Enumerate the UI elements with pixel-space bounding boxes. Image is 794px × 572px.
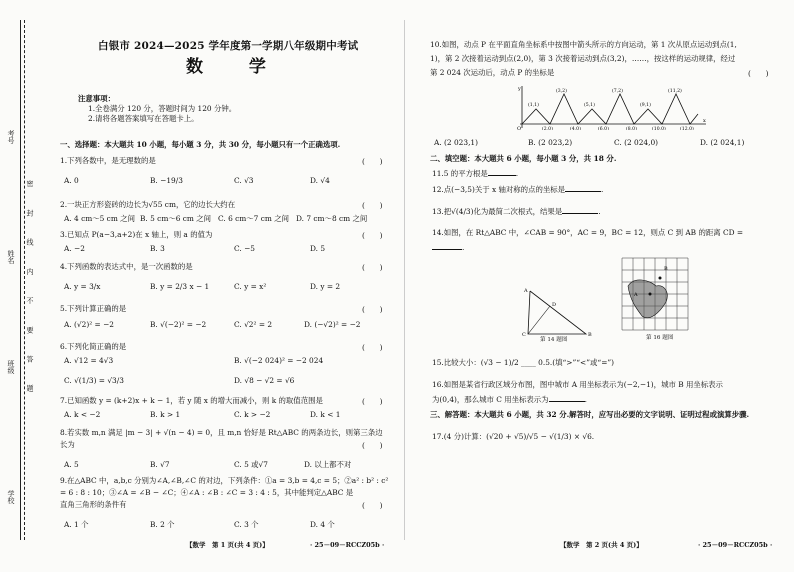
q9-option-d: D. 4 个: [310, 520, 335, 529]
q2-option-c: C. 6 cm～7 cm 之间: [218, 214, 290, 223]
answer-paren-4: ( ): [362, 263, 383, 272]
q3-option-c: C. −5: [234, 244, 255, 253]
q8-option-c: C. 5 或√7: [234, 460, 268, 469]
question-3: 3.已知点 P(a−3,a+2)在 x 轴上，则 a 的值为: [60, 230, 213, 239]
question-16-line-2-text: 为(0,4)，那么城市 C 用坐标表示为: [432, 395, 549, 404]
notes-title: 注意事项：: [78, 94, 115, 103]
school-label: 学校: [7, 490, 15, 504]
page-1-footer-left: 【数学 第 1 页(共 4 页)】: [186, 541, 269, 549]
q2-option-a: A. 4 cm～5 cm 之间: [64, 214, 135, 223]
graph-point-5-1: (5,1): [584, 103, 595, 108]
fig14-label-d: D: [552, 302, 557, 308]
graph-point-8-0: (8,0): [626, 127, 637, 130]
page-1-footer-right: · 25－09－RCCZ05b ·: [310, 541, 385, 549]
question-9-line-2: = 6 : 8 : 10；③∠A = ∠B − ∠C；④∠A : ∠B : ∠C = 3 : 4 : 5，其中能判定△ABC 是: [60, 488, 354, 497]
q6-option-c: C. √(1/3) = √3/3: [64, 376, 124, 385]
graph-point-3-2: (3,2): [556, 89, 567, 94]
q9-option-c: C. 3 个: [234, 520, 259, 529]
graph-point-12-0: (12,0): [680, 127, 694, 130]
section-2-heading: 二、填空题：本大题共 6 小题，每小题 3 分，共 18 分.: [430, 154, 617, 163]
question-16-line-2: 为(0,4)，那么城市 C 用坐标表示为 .: [432, 395, 587, 404]
answer-paren-1: ( ): [362, 157, 383, 166]
answer-paren-10: ( ): [748, 69, 769, 78]
q7-option-d: D. k < 1: [310, 410, 341, 419]
graph-point-2-0: (2,0): [542, 127, 553, 130]
q4-option-c: C. y = x²: [234, 282, 267, 291]
question-14-line-1: 14.如图，在 Rt△ABC 中，∠CAB = 90°，AC = 9，BC = 12，则点 C 到 AB 的距离 CD =: [432, 228, 744, 237]
answer-paren-8: ( ): [362, 441, 383, 450]
question-12: 12.点(−3,5)关于 x 轴对称的点的坐标是 .: [432, 185, 604, 194]
note-2: 2.请将各题答案填写在答题卡上。: [88, 114, 199, 123]
q3-option-b: B. 3: [150, 244, 165, 253]
q9-option-a: A. 1 个: [64, 520, 89, 529]
motion-path-graph: [510, 84, 710, 130]
question-16-line-1: 16.如图是某省行政区域分布图，图中城市 A 用坐标表示为(−2,−1)，城市 B 用坐标表示: [432, 380, 723, 389]
note-1: 1.全卷满分 120 分，答题时间为 120 分钟。: [88, 104, 237, 113]
question-11-text: 11.5 的平方根是: [432, 169, 488, 178]
q5-option-d: D. (−√2)² = −2: [304, 320, 361, 329]
graph-point-7-2: (7,2): [612, 89, 623, 94]
q6-option-d: D. √8 − √2 = √6: [234, 376, 295, 385]
q10-option-b: B. (2 023,2): [528, 138, 573, 147]
graph-point-6-0: (6,0): [598, 127, 609, 130]
question-8-line-2: 长为: [60, 440, 75, 449]
question-10-line-3: 第 2 024 次运动后，动点 P 的坐标是: [430, 68, 555, 77]
question-8-line-1: 8.若实数 m,n 满足 |m − 3| + √(n − 4) = 0，且 m,n 恰好是 Rt△ABC 的两条边长，则第三条边: [60, 428, 383, 437]
q10-option-d: D. (2 024,1): [700, 138, 745, 147]
q6-option-a: A. √12 = 4√3: [64, 356, 114, 365]
answer-paren-3: ( ): [362, 231, 383, 240]
name-label: 姓名: [7, 250, 15, 264]
q3-option-d: D. 5: [310, 244, 326, 253]
question-12-text: 12.点(−3,5)关于 x 轴对称的点的坐标是: [432, 185, 566, 194]
answer-paren-6: ( ): [362, 343, 383, 352]
graph-point-4-0: (4,0): [570, 127, 581, 130]
class-label: 班级: [7, 360, 15, 374]
answer-paren-7: ( ): [362, 397, 383, 406]
question-15: 15.比较大小：(√3 − 1)/2 ____ 0.5.(填“>”“<”或“=”): [432, 358, 615, 367]
q1-option-d: D. √4: [310, 176, 330, 185]
q4-option-a: A. y = 3/x: [64, 282, 101, 291]
question-2: 2.一块正方形瓷砖的边长为√55 cm，它的边长大约在: [60, 200, 236, 209]
q1-option-b: B. −19/3: [150, 176, 183, 185]
fig16-label-b: B: [664, 266, 668, 272]
page-2-footer-left: 【数学 第 2 页(共 4 页)】: [560, 541, 643, 549]
q9-option-b: B. 2 个: [150, 520, 175, 529]
q2-option-d: D. 7 cm～8 cm 之间: [296, 214, 368, 223]
question-13-text: 13.把√(4/3)化为最简二次根式，结果是: [432, 207, 563, 216]
q7-option-c: C. k > −2: [234, 410, 271, 419]
question-6: 6.下列化简正确的是: [60, 342, 127, 351]
graph-point-9-1: (9,1): [640, 103, 651, 108]
page-divider: [404, 20, 405, 540]
q7-option-b: B. k > 1: [150, 410, 181, 419]
q10-option-a: A. (2 023,1): [434, 138, 479, 147]
q4-option-b: B. y = 2/3 x − 1: [150, 282, 210, 291]
q8-option-b: B. √7: [150, 460, 170, 469]
question-9-line-1: 9.在△ABC 中，a,b,c 分别为∠A,∠B,∠C 的对边，下列条件：①a = 3,b = 4,c = 5；②a² : b² : c²: [60, 476, 389, 485]
answer-paren-5: ( ): [362, 305, 383, 314]
q2-option-b: B. 5 cm～6 cm 之间: [140, 214, 212, 223]
question-1: 1.下列各数中，是无理数的是: [60, 156, 156, 165]
question-5: 5.下列计算正确的是: [60, 304, 127, 313]
subject-title: 数 学: [186, 57, 286, 77]
question-9-line-3: 直角三角形的条件有: [60, 500, 127, 509]
q5-option-a: A. (√2)² = −2: [64, 320, 114, 329]
q5-option-c: C. √2² = 2: [234, 320, 273, 329]
graph-point-11-2: (11,2): [668, 89, 682, 94]
q8-option-a: A. 5: [64, 460, 79, 469]
figure-16-caption: 第 16 题图: [646, 335, 674, 341]
fig14-label-a: A: [524, 288, 528, 294]
q1-option-a: A. 0: [64, 176, 79, 185]
number-label: 考号: [7, 130, 15, 144]
graph-origin: O: [517, 126, 522, 130]
question-13: 13.把√(4/3)化为最简二次根式，结果是 .: [432, 207, 601, 216]
seal-line-text: 密 封 线 内 不 要 答 题: [26, 180, 34, 402]
question-17: 17.(4 分)计算：(√20 + √5)/√5 − √(1/3) × √6.: [432, 432, 595, 441]
question-7: 7.已知函数 y = (k+2)x + k − 1，若 y 随 x 的增大而减小，则 k 的取值范围是: [60, 396, 323, 405]
graph-point-10-0: (10,0): [652, 127, 666, 130]
q5-option-b: B. √(−2)² = −2: [150, 320, 207, 329]
exam-title: 白银市 2024—2025 学年度第一学期八年级期中考试: [98, 40, 359, 52]
graph-point-1-1: (1,1): [528, 103, 539, 108]
question-10-line-2: 1)，第 2 次接着运动到点(2,0)，第 3 次接着运动到点(3,2)，……，按这样的运动规律，经过: [430, 54, 736, 63]
q1-option-c: C. √3: [234, 176, 254, 185]
section-3-heading: 三、解答题：本大题共 6 小题，共 32 分.解答时，应写出必要的文字说明、证明过程或演算步骤.: [430, 410, 750, 419]
question-11: 11.5 的平方根是 .: [432, 169, 519, 178]
fig14-label-c: C: [522, 332, 526, 338]
page-2-footer-right: · 25－09－RCCZ05b ·: [698, 541, 773, 549]
question-10-line-1: 10.如图，动点 P 在平面直角坐标系中按图中箭头所示的方向运动，第 1 次从原点运动到点(1,: [430, 40, 737, 49]
section-1-heading: 一、选择题：本大题共 10 小题，每小题 3 分，共 30 分，每小题只有一个正确选项.: [60, 140, 341, 149]
answer-paren-9: ( ): [362, 501, 383, 510]
graph-axis-x: x: [703, 118, 706, 124]
question-14-blank: .: [432, 242, 464, 252]
q3-option-a: A. −2: [64, 244, 85, 253]
question-4: 4.下列函数的表达式中，是一次函数的是: [60, 262, 193, 271]
province-map-figure-16: [620, 256, 690, 332]
q7-option-a: A. k < −2: [64, 410, 101, 419]
binding-solid-line: [20, 20, 21, 540]
q8-option-d: D. 以上都不对: [304, 460, 352, 469]
q10-option-c: C. (2 024,0): [614, 138, 659, 147]
q6-option-b: B. √(−2 024)² = −2 024: [234, 356, 324, 365]
graph-axis-y: y: [518, 86, 521, 92]
fig14-label-b: B: [588, 332, 592, 338]
fig16-label-a: A: [634, 292, 638, 298]
q4-option-d: D. y = 2: [310, 282, 341, 291]
figure-14-caption: 第 14 题图: [540, 337, 568, 343]
answer-paren-2: ( ): [362, 201, 383, 210]
